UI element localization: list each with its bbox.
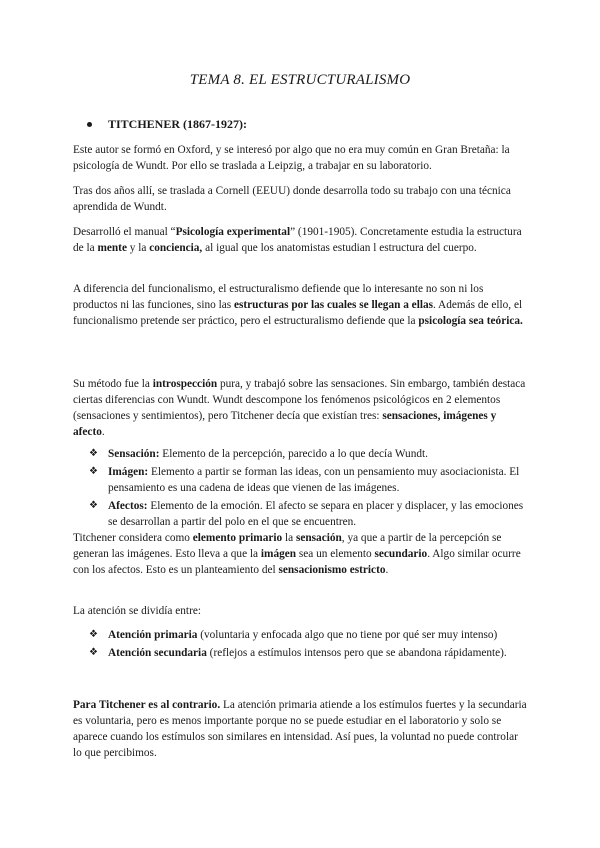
bold-text: Psicología experimental <box>175 226 291 238</box>
text: A diferencia del funcionalismo, el estructuralismo defiende que lo interesante no son ni los productos ni las funciones, sino las <box>73 283 484 311</box>
bold-text: psicología sea teórica. <box>418 315 523 327</box>
list-item-label: Sensación: <box>108 448 160 460</box>
text: . <box>385 564 389 576</box>
list-item-label: Afectos: <box>108 500 148 512</box>
list-item-label: Atención primaria <box>108 629 198 641</box>
section-heading-text: TITCHENER (1867-1927): <box>108 117 248 131</box>
bold-text: estructuras por las cuales se llegan a ellas <box>233 299 434 311</box>
text: la <box>282 532 296 544</box>
bold-text: elemento primario <box>192 532 283 544</box>
diamond-bullet-icon: ❖ <box>89 629 98 640</box>
diamond-bullet-icon: ❖ <box>89 647 98 658</box>
list-item-label: Imágen: <box>108 466 149 478</box>
bold-text: sensaciones, imágenes y afecto <box>73 410 497 438</box>
list-item <box>89 627 529 643</box>
text: La atención primaria atiende a los estímulos fuertes y la secundaria es voluntaria, pero es menos importante porque no se puede estudiar en el laboratorio y solo se aparece cuando los estímulos son similares en intensidad. Así pues, la voluntad no puede controlar lo que percibimos. <box>73 699 527 759</box>
bold-text: secundario <box>374 548 428 560</box>
text: , ya que a partir de la percepción se generan las imágenes. Esto lleva a que la <box>73 532 502 560</box>
list-item-text: (voluntaria y enfocada algo que no tiene por qué ser muy intenso) <box>197 629 498 641</box>
text: Titchener considera como <box>73 532 193 544</box>
attention-list <box>89 627 529 661</box>
text: y la <box>126 242 150 254</box>
paragraph-7: La atención se dividía entre: <box>73 605 201 617</box>
section-heading <box>87 116 247 132</box>
text: Su método fue la <box>73 378 153 390</box>
diamond-bullet-icon: ❖ <box>89 466 98 477</box>
text: al igual que los anatomistas estudian l estructura del cuerpo. <box>202 242 477 254</box>
bullet-icon <box>87 122 92 127</box>
paragraph-2: Tras dos años allí, se traslada a Cornell (EEUU) donde desarrolla todo su trabajo con una técnica aprendida de Wundt. <box>73 185 511 213</box>
list-item-label: Atención secundaria <box>108 647 207 659</box>
text: Desarrolló el manual “ <box>73 226 176 238</box>
diamond-bullet-icon: ❖ <box>89 448 98 459</box>
list-item <box>89 645 529 661</box>
element-list <box>89 446 529 530</box>
list-item <box>89 464 529 496</box>
list-item-text: Elemento de la emoción. El afecto se separa en placer y displacer, y las emociones se desarrollan a partir del polo en el que se encuentren. <box>108 500 524 528</box>
bold-text: sensación <box>295 532 342 544</box>
list-item-text: (reflejos a estímulos intensos pero que se abandona rápidamente). <box>206 647 507 659</box>
text: ” (1901-1905). Concretamente estudia la estructura de la <box>73 226 522 254</box>
page-title: TEMA 8. EL ESTRUCTURALISMO <box>189 72 411 88</box>
text: . Algo similar ocurre con los afectos. Esto es un planteamiento del <box>73 548 521 576</box>
text: . Además de ello, el funcionalismo pretende ser práctico, pero el estructuralismo defiende que la <box>73 299 523 327</box>
list-item <box>89 498 529 530</box>
bold-text: imágen <box>260 548 297 560</box>
list-item-text: Elemento de la percepción, parecido a lo que decía Wundt. <box>159 448 428 460</box>
paragraph-6 <box>73 530 528 578</box>
text: sea un elemento <box>296 548 375 560</box>
list-item-text: Elemento a partir se forman las ideas, con un pensamiento muy asociacionista. El pensamiento es una cadena de ideas que vienen de las imágenes. <box>108 466 520 494</box>
bold-text: Para Titchener es al contrario. <box>73 699 221 711</box>
paragraph-3 <box>73 224 528 256</box>
paragraph-4 <box>73 281 528 329</box>
text: . <box>101 426 105 438</box>
bold-text: sensacionismo estricto <box>278 564 386 576</box>
paragraph-1: Este autor se formó en Oxford, y se interesó por algo que no era muy común en Gran Bretaña: la psicología de Wundt. Por ello se traslada a Leipzig, a trabajar en su laboratorio. <box>73 144 510 172</box>
list-item <box>89 446 529 462</box>
text: pura, y trabajó sobre las sensaciones. Sin embargo, también destaca ciertas diferencias con Wundt. Wundt descompone los fenómenos psicológicos en 2 elementos (sensaciones y sentimientos), pero Titchener decía que existían tres: <box>73 378 526 422</box>
diamond-bullet-icon: ❖ <box>89 500 98 511</box>
bold-text: conciencia, <box>149 242 203 254</box>
bold-text: mente <box>97 242 127 254</box>
paragraph-8 <box>73 697 528 761</box>
bold-text: introspección <box>152 378 218 390</box>
paragraph-5 <box>73 376 528 440</box>
